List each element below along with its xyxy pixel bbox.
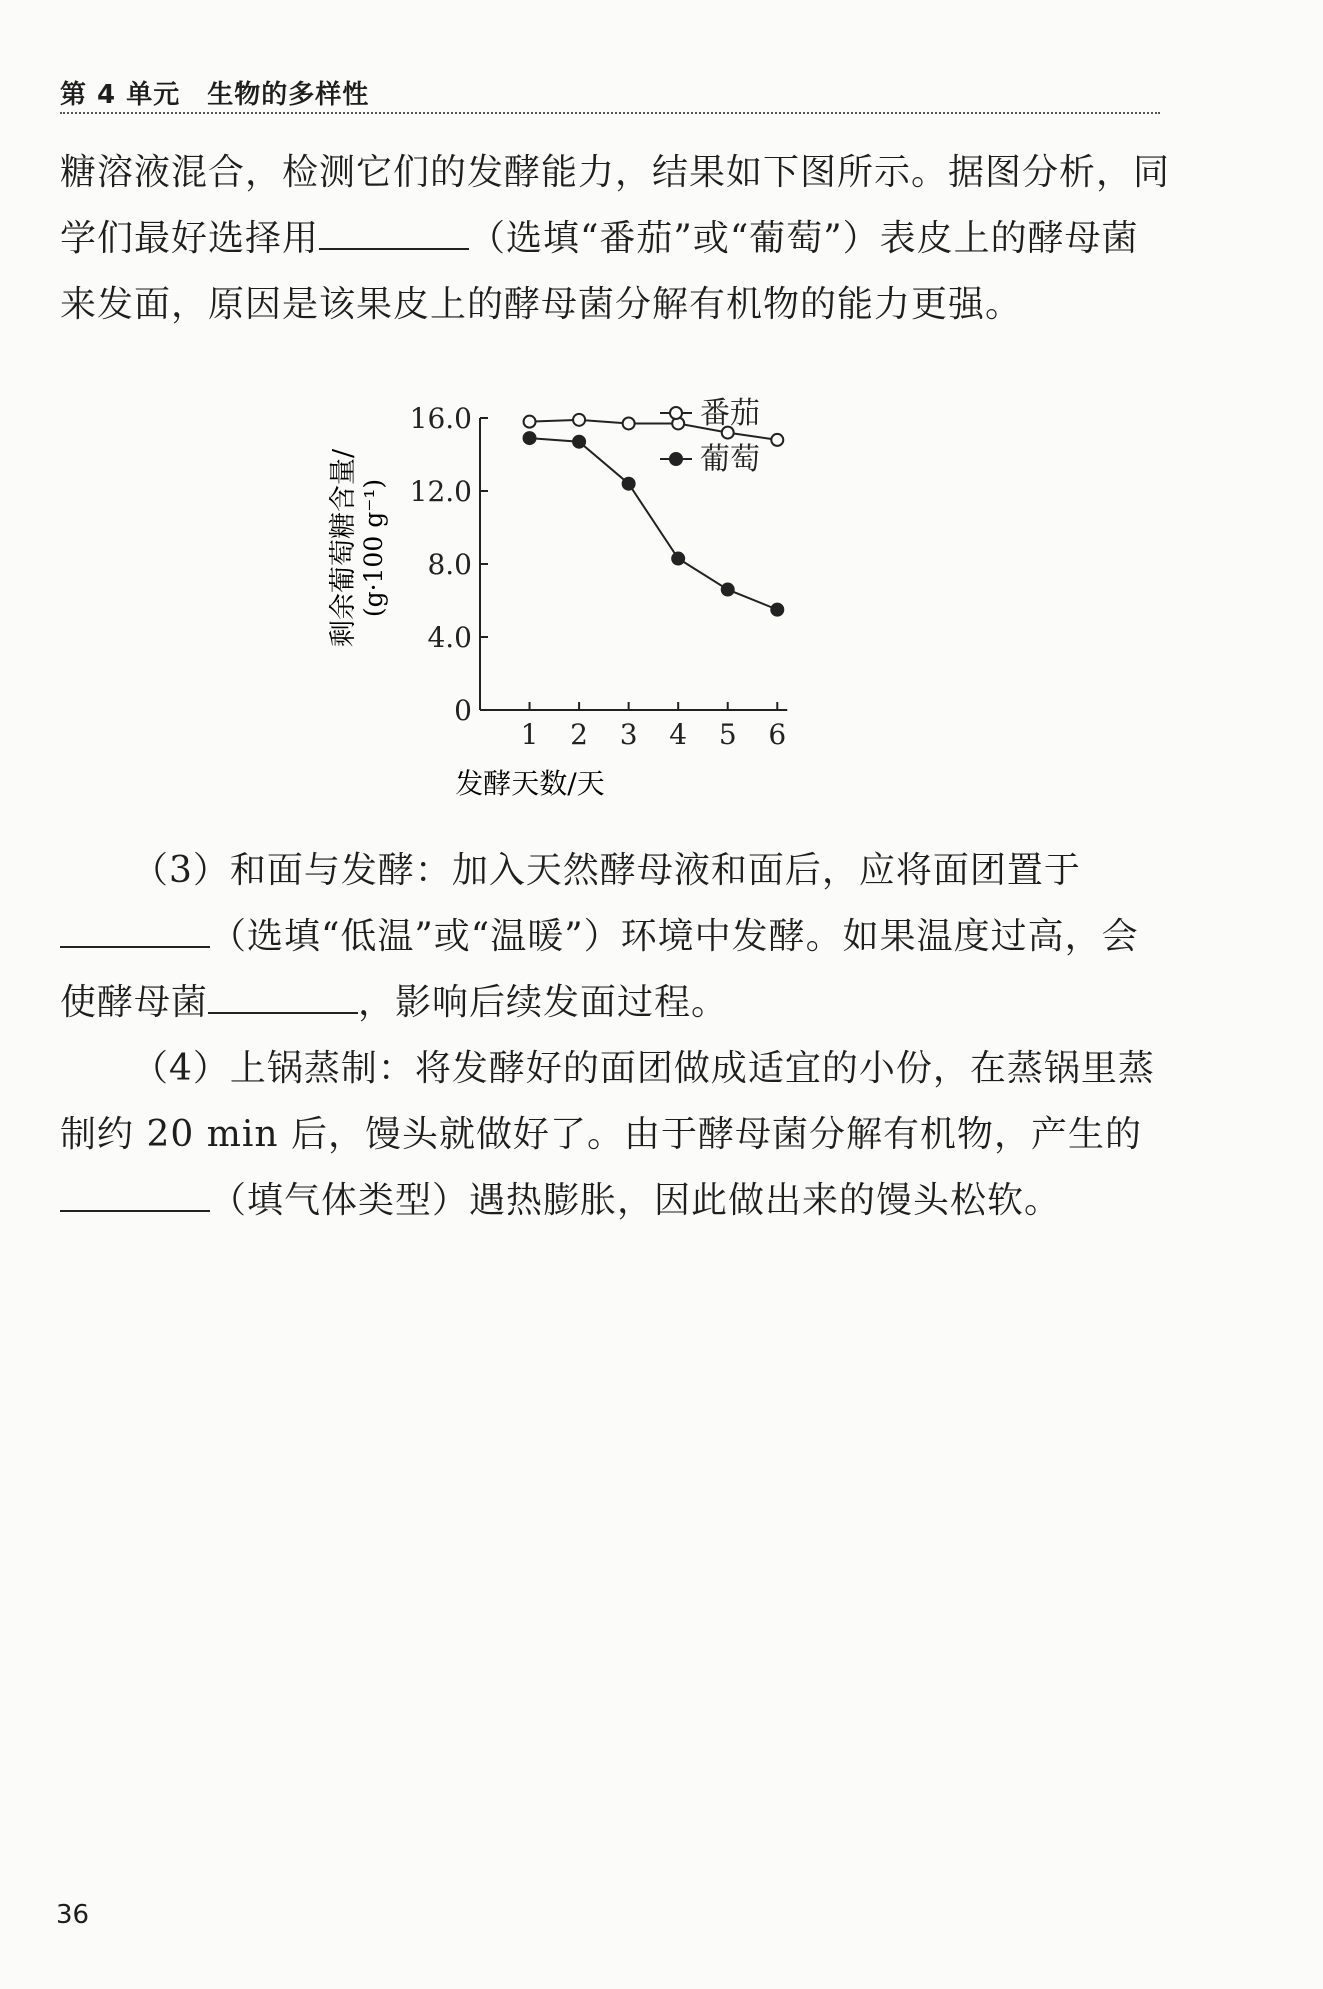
paragraph-text: （3）和面与发酵：加入天然酵母液和面后，应将面团置于: [132, 850, 1081, 891]
x-tick-label: 3: [619, 718, 638, 751]
answer-blank-2[interactable]: [60, 916, 210, 948]
x-tick-label: 1: [520, 718, 539, 751]
x-tick-label: 6: [768, 718, 787, 751]
paragraph-fermentation-intro: [60, 140, 1170, 338]
data-point-open: [524, 416, 536, 428]
answer-blank-1[interactable]: [319, 218, 469, 250]
paragraph-text: ，影响后续发面过程。: [358, 982, 729, 1023]
y-axis-label-line1: 剩余葡萄糖含量/: [328, 448, 359, 648]
paragraph-text: （4）上锅蒸制：将发酵好的面团做成适宜的小份，在蒸锅里蒸制约 20 min 后，馒头就做好了。由于酵母菌分解有机物，产生的: [60, 1048, 1155, 1155]
data-point-open: [771, 434, 783, 446]
legend-marker-open: [670, 407, 682, 419]
data-point-filled: [623, 478, 635, 490]
legend-marker-filled: [670, 453, 682, 465]
legend-label: 番茄: [700, 396, 760, 431]
data-point-filled: [573, 436, 585, 448]
x-tick-label: 4: [669, 718, 688, 751]
paragraph-text: 糖溶液混合，检测它们的发酵能力，结果如下图所示。据图分析，同学们最好选择用: [60, 152, 1171, 259]
data-point-open: [573, 414, 585, 426]
data-point-open: [623, 417, 635, 429]
answer-blank-3[interactable]: [208, 982, 358, 1014]
header-divider: [60, 112, 1160, 114]
paragraph-text: （填气体类型）遇热膨胀，因此做出来的馒头松软。: [210, 1180, 1062, 1221]
legend-label: 葡萄: [700, 442, 760, 477]
data-point-filled: [672, 553, 684, 565]
y-tick-label: 12.0: [409, 475, 472, 508]
x-axis-label: 发酵天数/天: [455, 767, 605, 800]
y-tick-label: 4.0: [427, 621, 472, 654]
y-axis-label-line2: (g·100 g⁻¹): [359, 478, 388, 618]
data-point-filled: [771, 604, 783, 616]
y-tick-label: 16.0: [409, 402, 472, 435]
data-point-filled: [524, 432, 536, 444]
x-tick-label: 5: [718, 718, 737, 751]
y-tick-label: 0: [454, 694, 472, 727]
data-point-filled: [722, 584, 734, 596]
y-tick-label: 8.0: [427, 548, 472, 581]
x-tick-label: 2: [570, 718, 589, 751]
paragraph-kneading: [60, 838, 1170, 1036]
glucose-chart: [300, 385, 1000, 805]
answer-blank-4[interactable]: [60, 1180, 210, 1212]
page-number: 36: [56, 1900, 90, 1930]
paragraph-steaming: [60, 1036, 1170, 1234]
chart-svg: [300, 385, 1000, 805]
chart-legend: [660, 396, 760, 477]
paragraph-text: （选填“低温”或“温暖”）环境中发酵。如果温度过高，会使酵母菌: [60, 916, 1139, 1023]
running-header: 第 4 单元 生物的多样性: [60, 80, 370, 110]
paragraph-text: （选填“番茄”或“葡萄”）表皮上的酵母菌来发面，原因是该果皮上的酵母菌分解有机物的能力更强。: [60, 218, 1139, 325]
